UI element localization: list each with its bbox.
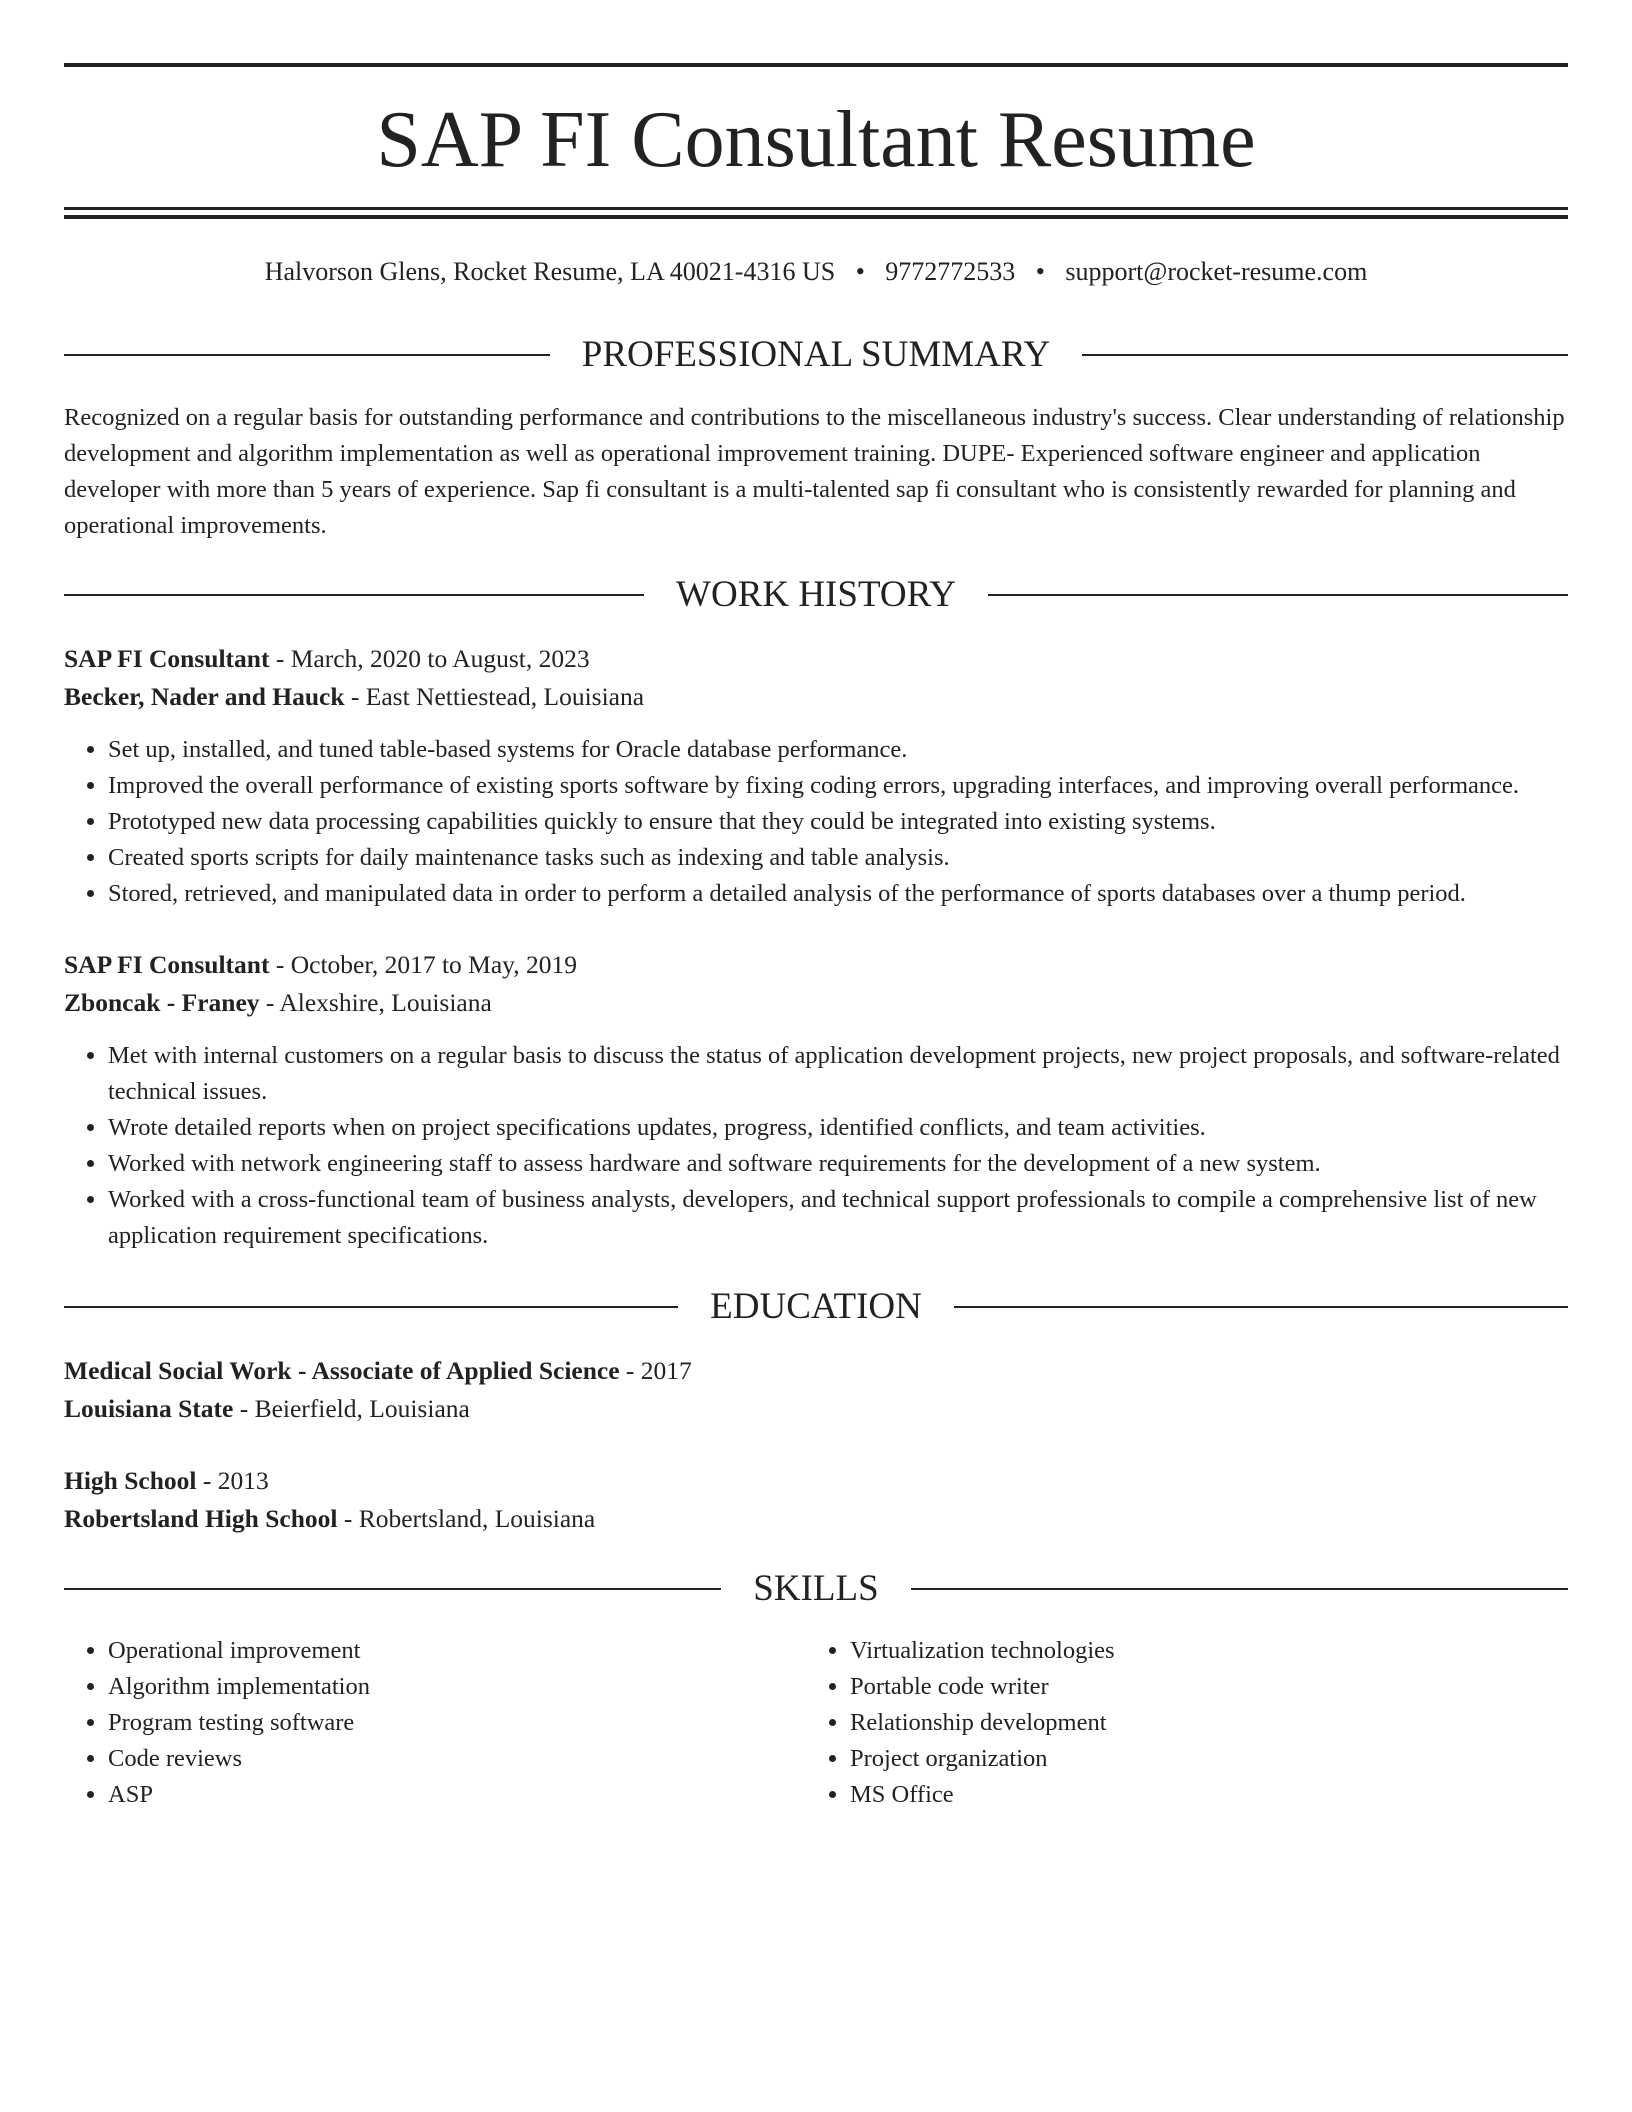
list-item: • Worked with a cross-functional team of business analysts, developers, and technical support professionals to compile a comprehensive list of new application requirement specifications. <box>108 1182 1568 1254</box>
work-entry <box>64 640 1568 912</box>
skill-item: • Project organization <box>850 1741 1548 1777</box>
contact-line <box>64 255 1568 289</box>
skill-item: • MS Office <box>850 1777 1548 1813</box>
section-rule <box>1082 354 1568 356</box>
list-item: • Set up, installed, and tuned table-based systems for Oracle database performance. <box>108 732 1568 768</box>
section-header-skills <box>64 1567 1568 1611</box>
list-item: • Created sports scripts for daily maintenance tasks such as indexing and table analysis. <box>108 840 1568 876</box>
employer-name: Becker, Nader and Hauck <box>64 682 345 711</box>
skill-item: • Relationship development <box>850 1705 1548 1741</box>
section-rule <box>64 594 644 596</box>
education-school-line <box>64 1500 1568 1538</box>
section-rule <box>64 1588 721 1590</box>
section-header-work <box>64 573 1568 617</box>
work-employer-line <box>64 984 1568 1022</box>
section-title-work: WORK HISTORY <box>676 574 956 615</box>
section-rule <box>911 1588 1568 1590</box>
job-dates: - October, 2017 to May, 2019 <box>269 950 578 979</box>
degree-year: - 2017 <box>619 1356 692 1385</box>
skill-item: • ASP <box>108 1777 806 1813</box>
skills-columns <box>64 1633 1568 1813</box>
work-employer-line <box>64 678 1568 716</box>
work-bullets <box>64 1038 1568 1254</box>
list-item: • Improved the overall performance of existing sports software by fixing coding errors, upgrading interfaces, and improving overall performance. <box>108 768 1568 804</box>
school-name: Louisiana State <box>64 1394 234 1423</box>
contact-separator: • <box>855 257 865 286</box>
employer-name: Zboncak - Franey <box>64 988 260 1017</box>
summary-text: Recognized on a regular basis for outstanding performance and contributions to the miscellaneous industry's success. Clear understanding of relationship development and algorithm implementation as well as operational improvement training. DUPE- Experienced software engineer and application developer with more than 5 years of experience. Sap fi consultant is a multi-talented sap fi consultant who is consistently rewarded for planning and operational improvements. <box>64 404 1565 539</box>
skills-list-right <box>806 1633 1548 1813</box>
job-title: SAP FI Consultant <box>64 644 270 673</box>
school-location: - Robertsland, Louisiana <box>337 1504 596 1533</box>
skill-item: • Program testing software <box>108 1705 806 1741</box>
list-item: • Met with internal customers on a regular basis to discuss the status of application development projects, new project proposals, and software-related technical issues. <box>108 1038 1568 1110</box>
title-rule-lower <box>64 215 1568 219</box>
education-entry <box>64 1462 1568 1538</box>
contact-address: Halvorson Glens, Rocket Resume, LA 40021-4316 US <box>264 257 836 286</box>
job-title: SAP FI Consultant <box>64 950 270 979</box>
resume-title: SAP FI Consultant Resume <box>376 96 1256 184</box>
list-item: • Wrote detailed reports when on project specifications updates, progress, identified conflicts, and team activities. <box>108 1110 1568 1146</box>
contact-phone: 9772772533 <box>885 257 1016 286</box>
skill-item: • Virtualization technologies <box>850 1633 1548 1669</box>
title-rule-upper <box>64 207 1568 210</box>
skills-list-left <box>64 1633 806 1813</box>
employer-location: - Alexshire, Louisiana <box>259 988 492 1017</box>
contact-email: support@rocket-resume.com <box>1065 257 1368 286</box>
education-entry <box>64 1352 1568 1428</box>
work-title-line <box>64 946 1568 984</box>
section-rule <box>954 1306 1568 1308</box>
degree-year: - 2013 <box>196 1466 269 1495</box>
employer-location: - East Nettiestead, Louisiana <box>344 682 645 711</box>
section-title-education: EDUCATION <box>710 1286 922 1327</box>
school-name: Robertsland High School <box>64 1504 338 1533</box>
work-entry <box>64 946 1568 1254</box>
skill-item: • Algorithm implementation <box>108 1669 806 1705</box>
work-bullets <box>64 732 1568 912</box>
work-title-line <box>64 640 1568 678</box>
list-item: • Prototyped new data processing capabilities quickly to ensure that they could be integrated into existing systems. <box>108 804 1568 840</box>
skill-item: • Code reviews <box>108 1741 806 1777</box>
section-rule <box>64 354 550 356</box>
school-location: - Beierfield, Louisiana <box>233 1394 470 1423</box>
education-school-line <box>64 1390 1568 1428</box>
contact-separator: • <box>1035 257 1045 286</box>
section-header-summary <box>64 333 1568 377</box>
skill-item: • Portable code writer <box>850 1669 1548 1705</box>
top-rule <box>64 63 1568 67</box>
job-dates: - March, 2020 to August, 2023 <box>269 644 590 673</box>
section-rule <box>988 594 1568 596</box>
section-title-summary: PROFESSIONAL SUMMARY <box>581 334 1051 375</box>
list-item: • Stored, retrieved, and manipulated data in order to perform a detailed analysis of the performance of sports databases over a thump period. <box>108 876 1568 912</box>
skill-item: • Operational improvement <box>108 1633 806 1669</box>
list-item: • Worked with network engineering staff to assess hardware and software requirements for the development of a new system. <box>108 1146 1568 1182</box>
degree-name: High School <box>64 1466 197 1495</box>
education-degree-line <box>64 1352 1568 1390</box>
degree-name: Medical Social Work - Associate of Applied Science <box>64 1356 620 1385</box>
section-title-skills: SKILLS <box>753 1568 879 1609</box>
section-rule <box>64 1306 678 1308</box>
section-header-education <box>64 1285 1568 1329</box>
education-degree-line <box>64 1462 1568 1500</box>
